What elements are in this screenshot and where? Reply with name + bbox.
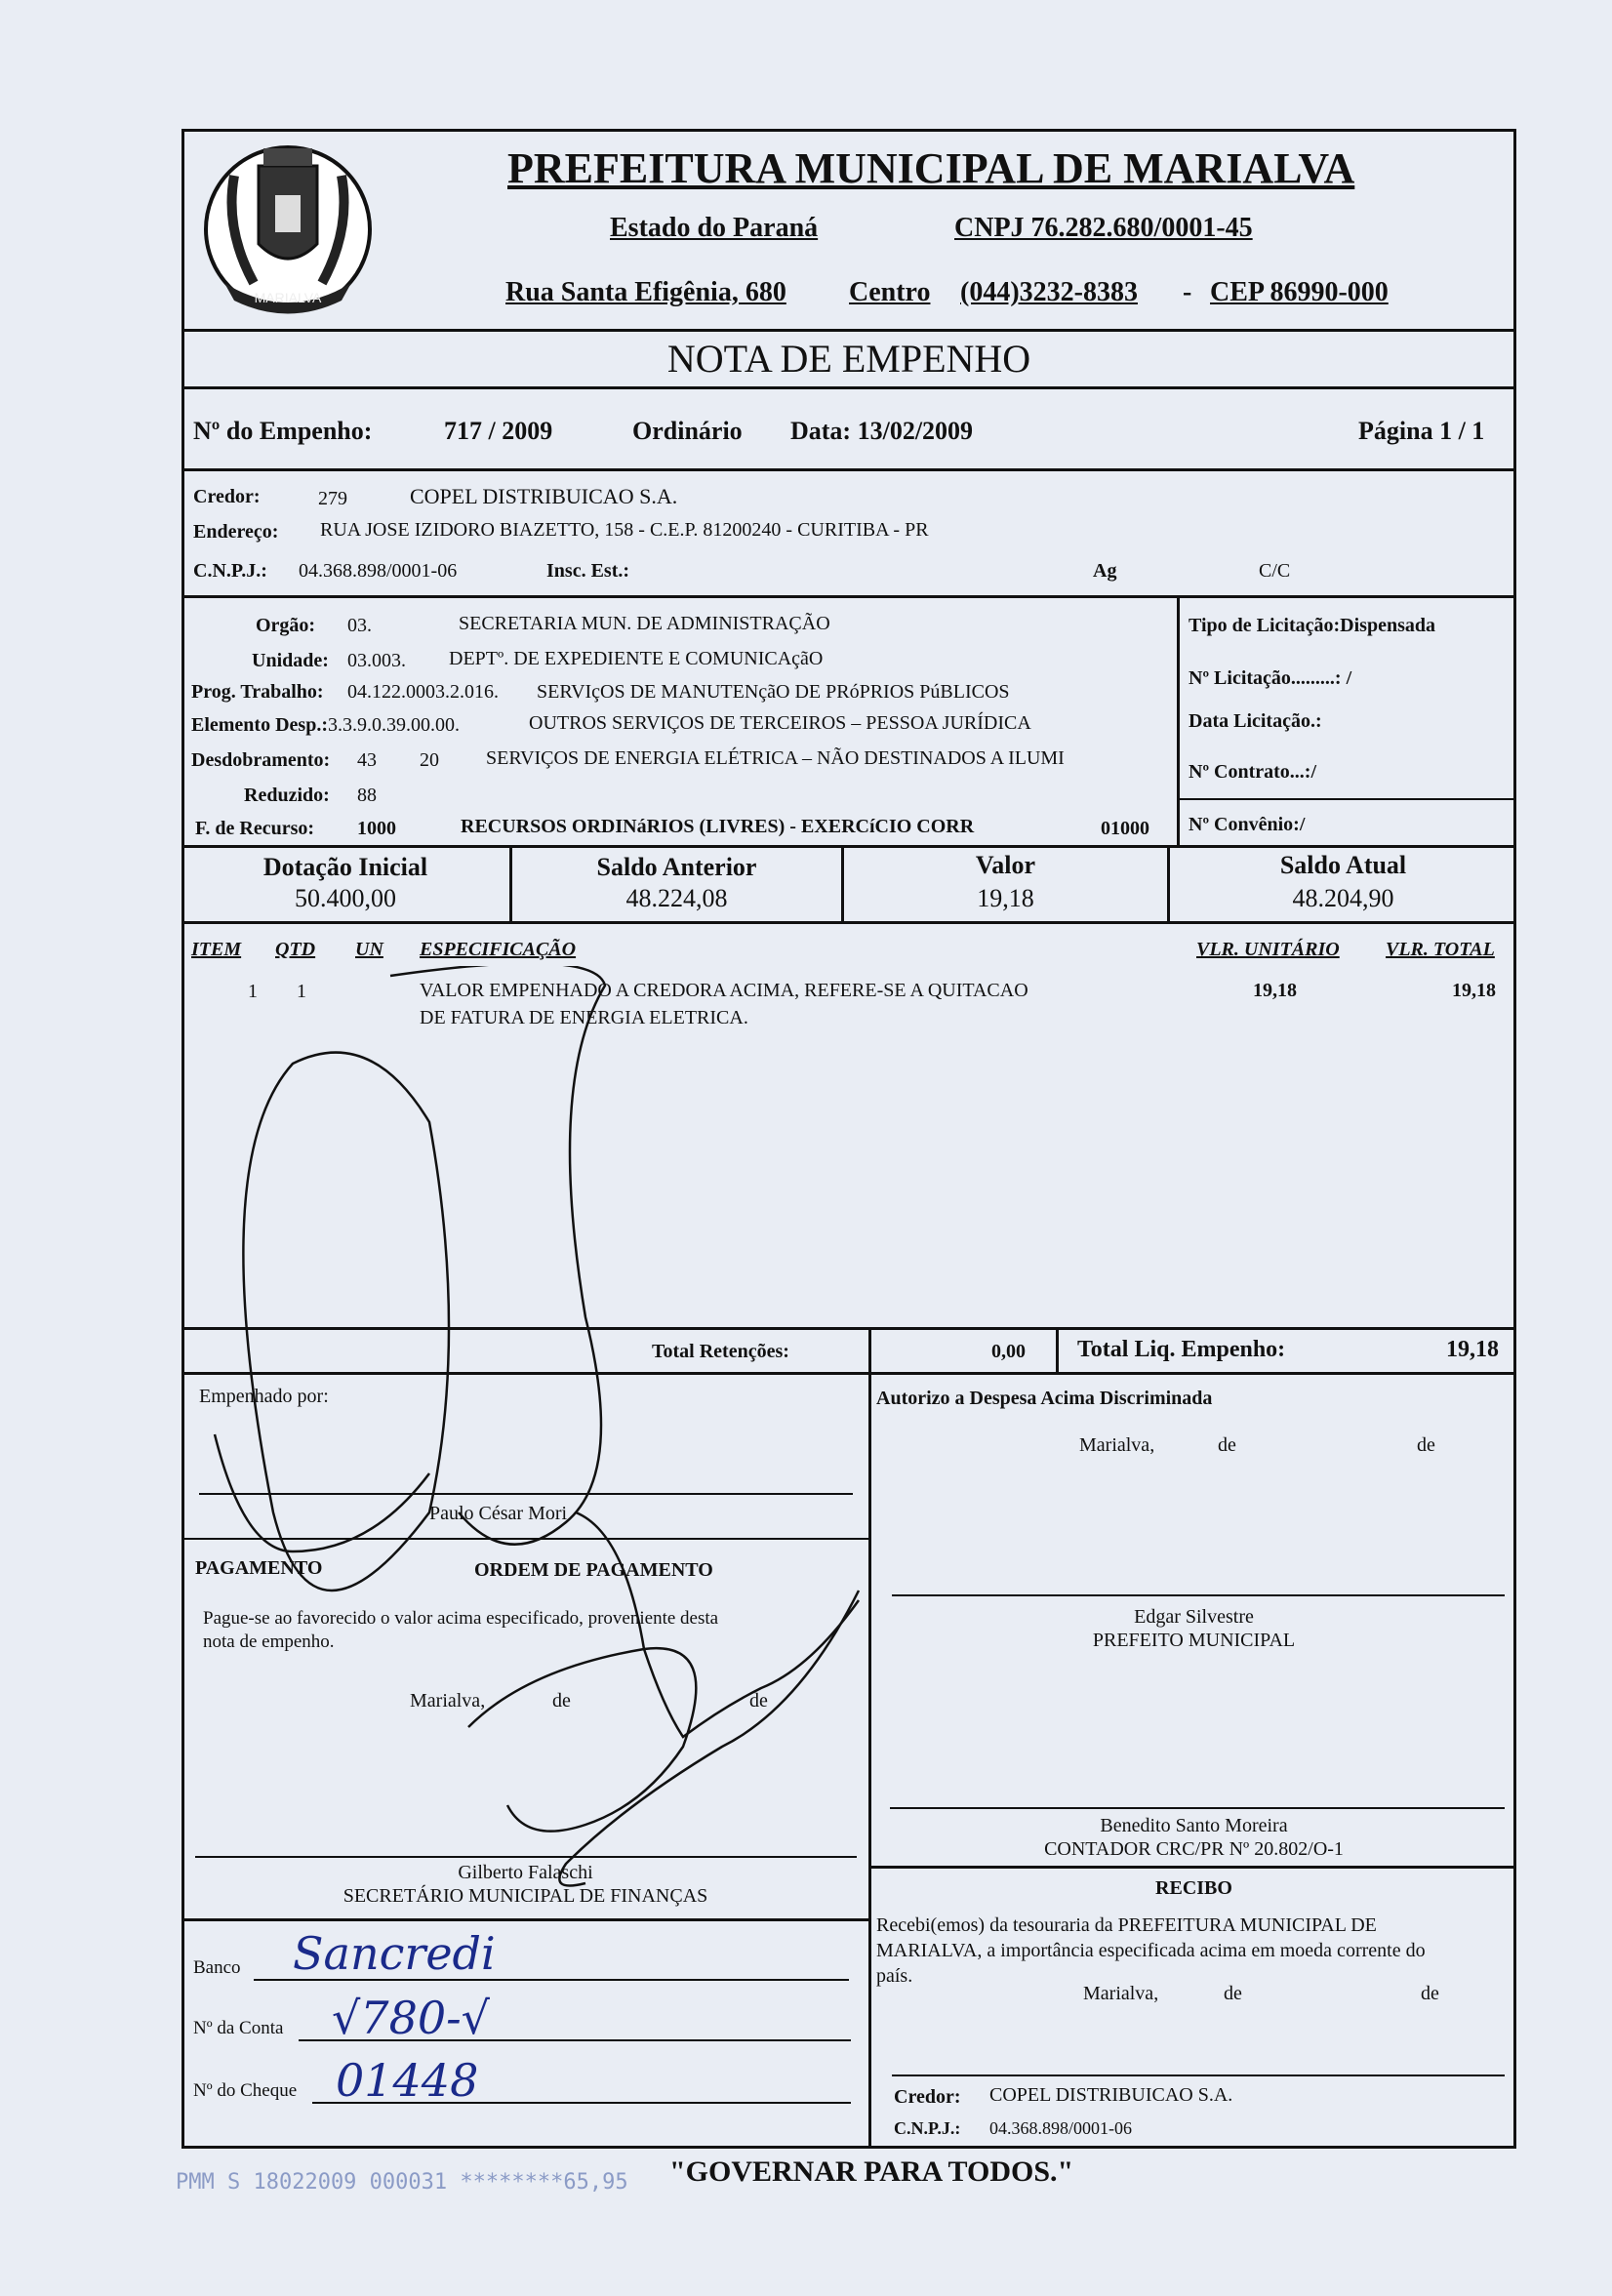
- autorizo-city: Marialva,: [1079, 1434, 1155, 1456]
- empenho-date: Data: 13/02/2009: [790, 417, 974, 445]
- tipo-licitacao: Tipo de Licitação:Dispensada: [1189, 615, 1435, 636]
- credor-name: COPEL DISTRIBUICAO S.A.: [410, 484, 678, 508]
- numero-licitacao: Nº Licitação.........: /: [1189, 667, 1352, 689]
- orgao-label: Orgão:: [256, 615, 316, 636]
- saldo-atual-label: Saldo Atual: [1279, 851, 1407, 879]
- recibo-de-2: de: [1421, 1983, 1439, 2004]
- prefeito-name: Edgar Silvestre: [1134, 1606, 1254, 1628]
- credor-cnpj: 04.368.898/0001-06: [299, 560, 458, 582]
- conta-label: Nº da Conta: [193, 2018, 284, 2038]
- slogan: "GOVERNAR PARA TODOS.": [669, 2155, 1074, 2188]
- header-dash: -: [1183, 277, 1192, 307]
- orgao-code: 03.: [347, 615, 372, 636]
- pagamento-text-2: nota de empenho.: [203, 1631, 335, 1652]
- footer-cnpj: 04.368.898/0001-06: [989, 2118, 1132, 2138]
- desdobramento-label: Desdobramento:: [191, 749, 331, 771]
- row-item: 1: [248, 981, 258, 1002]
- banco-handwritten: Sancredi: [293, 1927, 496, 1980]
- cheque-handwritten: 01448: [336, 2054, 479, 2107]
- empenho-label: Nº do Empenho:: [193, 417, 373, 445]
- empenhado-label: Empenhado por:: [199, 1386, 329, 1407]
- credor-address: RUA JOSE IZIDORO BIAZETTO, 158 - C.E.P. 81200240 - CURITIBA - PR: [320, 519, 929, 541]
- desdobramento-code-2: 20: [420, 749, 439, 771]
- empenho-number: 717 / 2009: [444, 417, 553, 445]
- autorizo-label: Autorizo a Despesa Acima Discriminada: [876, 1388, 1213, 1409]
- address-label: Endereço:: [193, 521, 279, 543]
- row-qtd: 1: [297, 981, 306, 1002]
- prog-code: 04.122.0003.2.016.: [347, 681, 499, 703]
- col-un: UN: [355, 939, 383, 960]
- cep: CEP 86990-000: [1210, 277, 1389, 307]
- footer-credor-name: COPEL DISTRIBUICAO S.A.: [989, 2084, 1233, 2106]
- pagamento-de-1: de: [552, 1690, 571, 1712]
- autorizo-de-2: de: [1417, 1434, 1435, 1456]
- recibo-city: Marialva,: [1083, 1983, 1159, 2004]
- empenhado-signer: Paulo César Mori: [429, 1503, 568, 1524]
- liquido-value: 19,18: [1446, 1337, 1499, 1362]
- cc-label: C/C: [1259, 560, 1291, 582]
- contador-role: CONTADOR CRC/PR Nº 20.802/O-1: [1044, 1838, 1344, 1860]
- row-desc-2: DE FATURA DE ENERGIA ELETRICA.: [420, 1007, 748, 1028]
- prefeito-role: PREFEITO MUNICIPAL: [1092, 1630, 1296, 1651]
- contador-name: Benedito Santo Moreira: [1100, 1815, 1288, 1836]
- recurso-label: F. de Recurso:: [195, 818, 315, 839]
- retencoes-value: 0,00: [991, 1341, 1026, 1362]
- col-vlr-unitario: VLR. UNITÁRIO: [1196, 939, 1340, 960]
- reduzido-label: Reduzido:: [244, 785, 330, 806]
- conta-handwritten: √780-√: [332, 1992, 490, 2044]
- valor-value: 19,18: [977, 884, 1034, 912]
- recibo-title: RECIBO: [1155, 1877, 1232, 1899]
- liquido-label: Total Liq. Empenho:: [1077, 1337, 1286, 1362]
- phone: (044)3232-8383: [960, 277, 1138, 307]
- street-address: Rua Santa Efigênia, 680: [505, 277, 786, 307]
- autorizo-de-1: de: [1218, 1434, 1236, 1456]
- row-desc-1: VALOR EMPENHADO A CREDORA ACIMA, REFERE-SE A QUITACAO: [420, 980, 1028, 1001]
- pagamento-label: PAGAMENTO: [195, 1557, 323, 1579]
- cheque-label: Nº do Cheque: [193, 2080, 298, 2101]
- unidade-label: Unidade:: [252, 650, 329, 671]
- saldo-anterior-value: 48.224,08: [625, 884, 728, 912]
- dotacao-value: 50.400,00: [295, 884, 396, 912]
- ordem-pagamento: ORDEM DE PAGAMENTO: [474, 1559, 713, 1581]
- page-number: Página 1 / 1: [1358, 417, 1485, 445]
- desdobramento-name: SERVIÇOS DE ENERGIA ELÉTRICA – NÃO DESTINADOS A ILUMI: [486, 747, 1065, 769]
- numero-convenio: Nº Convênio:/: [1189, 814, 1306, 835]
- retencoes-label: Total Retenções:: [652, 1341, 789, 1362]
- elemento-name: OUTROS SERVIÇOS DE TERCEIROS – PESSOA JURÍDICA: [529, 712, 1031, 734]
- cancel-signature-strokes: [176, 966, 917, 1942]
- recibo-text-1: Recebi(emos) da tesouraria da PREFEITURA MUNICIPAL DE: [876, 1914, 1377, 1936]
- recurso-code: 1000: [357, 818, 396, 839]
- recurso-num: 01000: [1101, 818, 1149, 839]
- ag-label: Ag: [1093, 560, 1117, 582]
- row-vlr-total: 19,18: [1452, 980, 1496, 1001]
- col-vlr-total: VLR. TOTAL: [1386, 939, 1495, 960]
- orgao-name: SECRETARIA MUN. DE ADMINISTRAÇÃO: [459, 613, 830, 634]
- prog-name: SERVIçOS DE MANUTENçãO DE PRóPRIOS PúBLICOS: [537, 681, 1010, 703]
- empenho-type: Ordinário: [632, 417, 743, 445]
- unidade-code: 03.003.: [347, 650, 406, 671]
- reduzido-code: 88: [357, 785, 377, 806]
- col-qtd: QTD: [275, 939, 316, 960]
- dotacao-label: Dotação Inicial: [262, 853, 428, 881]
- row-vlr-unitario: 19,18: [1253, 980, 1297, 1001]
- recibo-de-1: de: [1224, 1983, 1242, 2004]
- credor-label: Credor:: [193, 486, 261, 507]
- pagamento-text-1: Pague-se ao favorecido o valor acima especificado, proveniente desta: [203, 1608, 719, 1629]
- doc-title: NOTA DE EMPENHO: [666, 337, 1031, 381]
- valor-label: Valor: [975, 851, 1036, 879]
- pagamento-de-2: de: [749, 1690, 768, 1712]
- insc-label: Insc. Est.:: [546, 560, 630, 582]
- recibo-text-3: país.: [876, 1965, 913, 1987]
- footer-cnpj-label: C.N.P.J.:: [894, 2118, 961, 2138]
- recurso-name: RECURSOS ORDINáRIOS (LIVRES) - EXERCíCIO CORR: [461, 816, 975, 837]
- recibo-text-2: MARIALVA, a importância especificada acima em moeda corrente do: [876, 1940, 1426, 1961]
- cnpj-header: CNPJ 76.282.680/0001-45: [954, 213, 1253, 243]
- credor-code: 279: [318, 488, 347, 509]
- secretario-name: Gilberto Falaschi: [458, 1862, 593, 1883]
- cnpj-label: C.N.P.J.:: [193, 560, 267, 582]
- saldo-anterior-label: Saldo Anterior: [596, 853, 757, 881]
- footer-credor-label: Credor:: [894, 2086, 961, 2108]
- desdobramento-code-1: 43: [357, 749, 377, 771]
- elemento-code: 3.3.9.0.39.00.00.: [328, 714, 460, 736]
- col-especificacao: ESPECIFICAÇÃO: [420, 939, 577, 960]
- prefeitura-title: PREFEITURA MUNICIPAL DE MARIALVA: [507, 144, 1355, 192]
- data-licitacao: Data Licitação.:: [1189, 710, 1322, 732]
- banco-label: Banco: [193, 1957, 241, 1978]
- state-name: Estado do Paraná: [610, 213, 819, 243]
- pagamento-city: Marialva,: [410, 1690, 486, 1712]
- mechanical-stamp: PMM S 18022009 000031 ********65,95: [176, 2170, 628, 2195]
- numero-contrato: Nº Contrato...:/: [1189, 761, 1317, 783]
- elemento-label: Elemento Desp.:: [191, 714, 328, 736]
- secretario-role: SECRETÁRIO MUNICIPAL DE FINANÇAS: [343, 1885, 708, 1907]
- municipal-crest-logo: [195, 137, 381, 322]
- crest-text: MARIALVA: [254, 290, 322, 305]
- prog-label: Prog. Trabalho:: [191, 681, 324, 703]
- unidade-name: DEPTº. DE EXPEDIENTE E COMUNICAçãO: [449, 648, 824, 669]
- district: Centro: [849, 277, 931, 307]
- saldo-atual-value: 48.204,90: [1292, 884, 1394, 912]
- col-item: ITEM: [191, 939, 242, 960]
